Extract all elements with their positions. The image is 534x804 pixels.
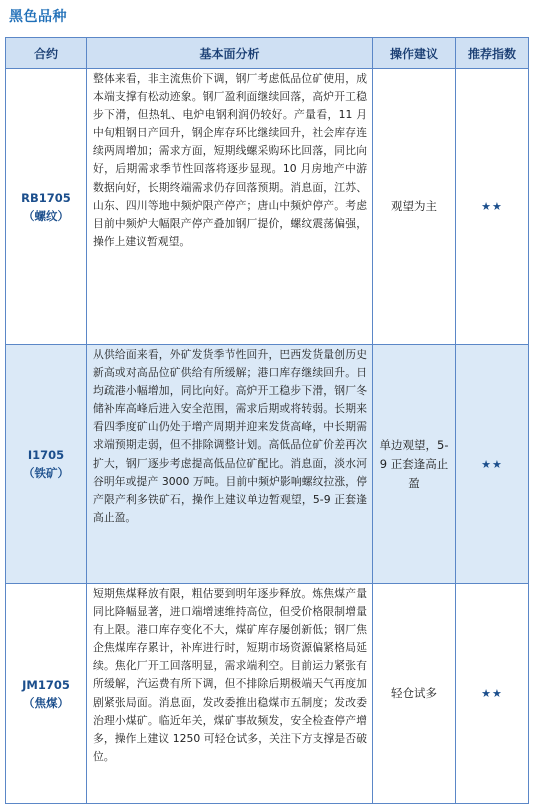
- advice-text: 单边观望，5-9 正套逢高止盈: [373, 345, 456, 584]
- contract-product: （铁矿）: [23, 466, 69, 480]
- rating-stars: ★★: [456, 584, 529, 804]
- contract-code: JM1705: [22, 677, 70, 692]
- contract-code: I1705: [27, 448, 65, 462]
- header-advice: 操作建议: [373, 38, 456, 69]
- header-analysis: 基本面分析: [87, 38, 373, 69]
- header-rating: 推荐指数: [456, 38, 529, 69]
- advice-text: 轻仓试多: [373, 584, 456, 804]
- table-row: [6, 584, 529, 804]
- analysis-text: 整体来看，非主流焦价下调，钢厂考虑低品位矿使用，成本端支撑有松动迹象。钢厂盈利面继续回落，高炉开工稳步下滑，但热轧、电炉电钢利润仍较好。产量看，11 月中旬粗钢日产回升，钢企库存环比继续回升，社会库存连续两周增加；需求方面，短期线螺采购环比回落，同比向好，后期需求季节性回落将逐步显现。10 月房地产中游数据向好，长期终端需求仍存回落预期。消息面，江苏、山东、四川等地中频炉限产停产；唐山中频炉停产。考虑目前中频炉大幅限产停产叠加钢厂提价，螺纹震荡偏强，操作上建议暂观望。: [87, 69, 373, 345]
- contract-code: RB1705: [21, 190, 71, 205]
- contract-cell: [6, 69, 87, 345]
- analysis-text: 从供给面来看，外矿发货季节性回升，巴西发货量创历史新高或对高品位矿供给有所缓解；港口库存继续回升。日均疏港小幅增加，同比向好。高炉开工稳步下滑，钢厂冬储补库高峰后进入安全范围，需求后期或将转弱。长期来看四季度矿山仍处于增产周期并迎来发货高峰，中长期需求端预期走弱，但不排除调整计划。高低品位矿价差再次扩大，钢厂逐步考虑提高低品位矿配比。消息面，淡水河谷明年或提产 3000 万吨。目前中频炉影响螺纹拉涨，停产限产利多铁矿石，操作上建议单边暂观望，5-9 正套逢高止盈。: [87, 345, 373, 584]
- contract-product: （螺纹）: [23, 208, 69, 223]
- table-row: [6, 345, 529, 584]
- section-title: 黑色品种: [9, 9, 67, 25]
- contract-cell: [6, 345, 87, 584]
- analysis-table: [5, 37, 529, 804]
- rating-stars: ★★: [456, 345, 529, 584]
- advice-text: 观望为主: [373, 69, 456, 345]
- contract-product: （焦煤）: [23, 695, 69, 710]
- analysis-text: 短期焦煤释放有限，粗估要到明年逐步释放。炼焦煤产量同比降幅显著，进口端增速维持高位，但受价格限制增量有上限。港口库存变化不大，煤矿库存屡创新低；钢厂焦企焦煤库存累计，补库进行时，短期市场资源偏紧格局延续。焦化厂开工回落明显，需求端利空。目前运力紧张有所缓解，汽运费有所下调，但不排除后期极端天气再度加剧紧张局面。消息面，发改委推出稳煤市五制度；发改委治理小煤矿。临近年关，煤矿事故频发，安全检查停产增多，操作上建议 1250 可轻仓试多，关注下方支撑是否破位。: [87, 584, 373, 804]
- table-header-row: [6, 38, 529, 69]
- table-row: [6, 69, 529, 345]
- rating-stars: ★★: [456, 69, 529, 345]
- contract-cell: [6, 584, 87, 804]
- header-contract: 合约: [6, 38, 87, 69]
